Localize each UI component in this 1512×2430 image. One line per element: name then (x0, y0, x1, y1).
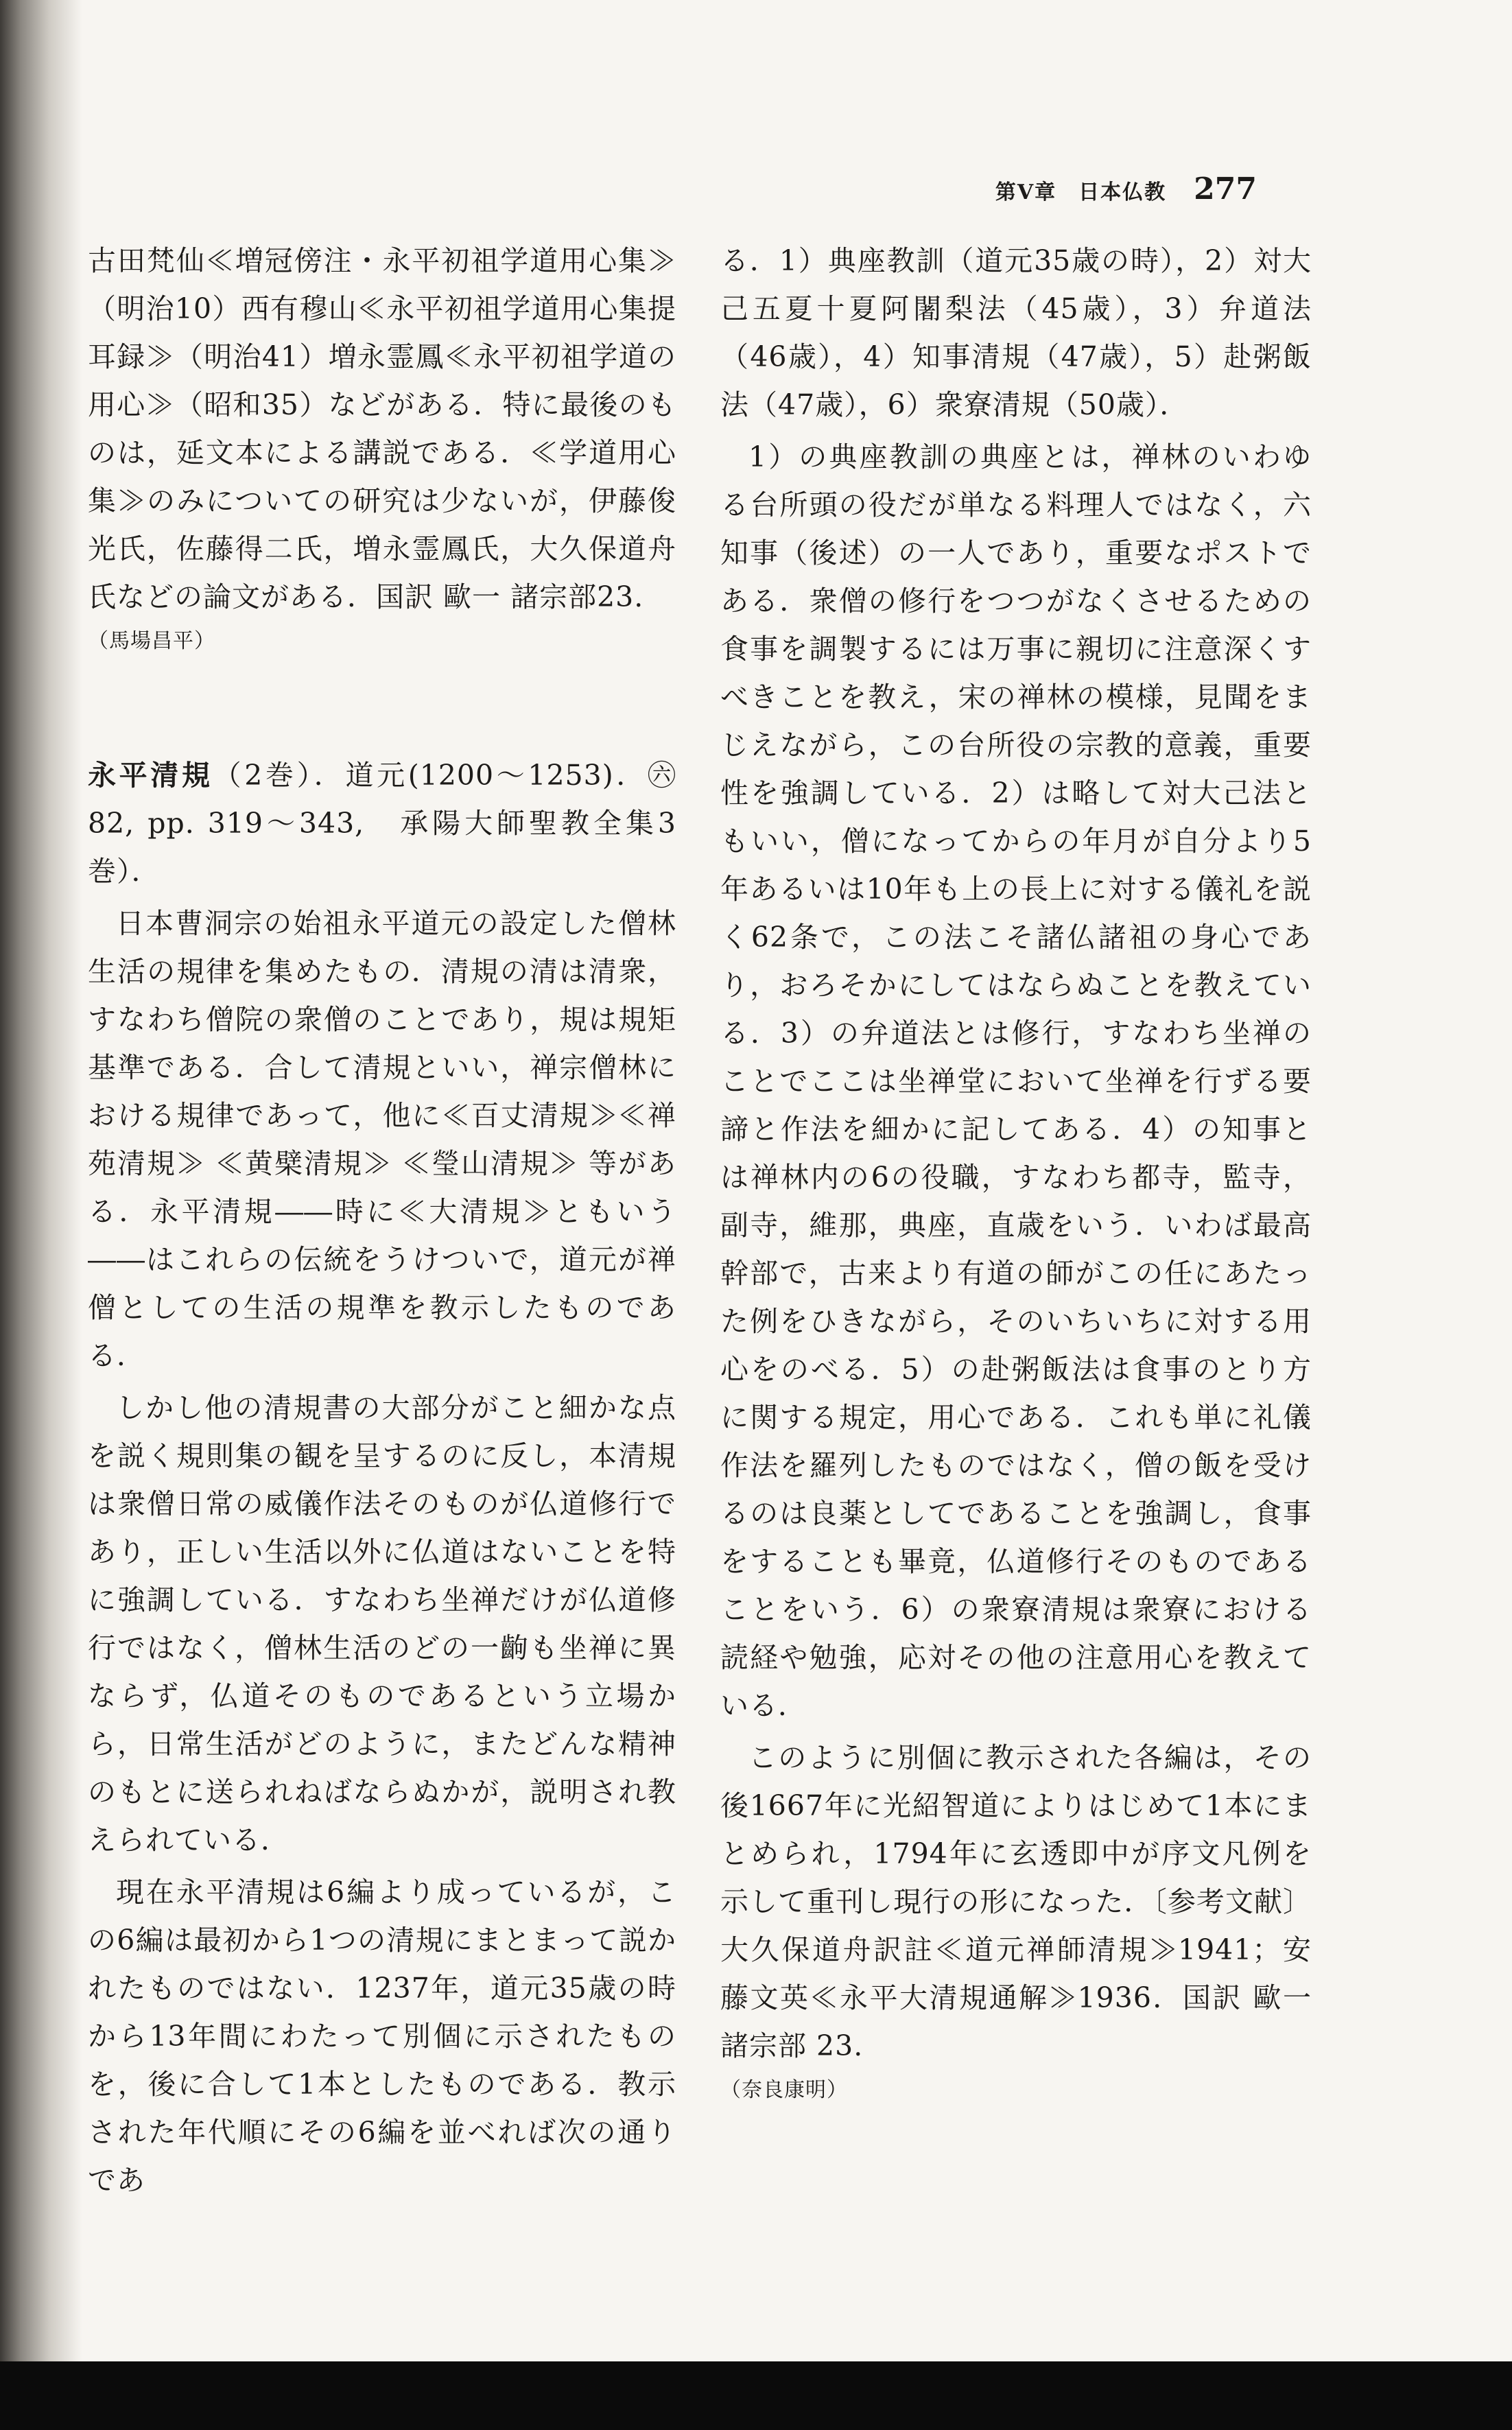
left-column (88, 237, 676, 2204)
paragraph: しかし他の清規書の大部分がこと細かな点を説く規則集の観を呈するのに反し，本清規は衆僧日常の威儀作法そのものが仏道修行であり，正しい生活以外に仏道はないことを特に強調している．すなわち坐禅だけが仏道修行ではなく，僧林生活のどの一齣も坐禅に異ならず，仏道そのものであるという立場から，日常生活がどのように，またどんな精神のもとに送られねばならぬかが，説明され教えられている． (88, 1391, 676, 1856)
chapter-title: 第V章 日本仏教 (995, 180, 1167, 204)
author-signature: （馬場昌平） (88, 629, 215, 653)
scan-bottom-edge (0, 2361, 1512, 2430)
paragraph: このように別個に教示された各編は，その後1667年に光紹智道によりはじめて1本にまとめられ，1794年に玄透即中が序文凡例を示して重刊し現行の形になった．〔参考文献〕大久保道舟訳註≪道元禅師清規≫1941；安藤文英≪永平大清規通解≫1936．国訳 歐一 諸宗部 23. (720, 1741, 1312, 2062)
paragraph: 現在永平清規は6編より成っているが，この6編は最初から1つの清規にまとまって説かれたものではない．1237年，道元35歳の時から13年間にわたって別個に示されたものを，後に合して1本としたものである．教示された年代順にその6編を並べれば次の通りであ (88, 1876, 676, 2197)
author-signature: （奈良康明） (720, 2078, 848, 2102)
paragraph: 1）の典座教訓の典座とは，禅林のいわゆる台所頭の役だが単なる料理人ではなく，六知事（後述）の一人であり，重要なポストである．衆僧の修行をつつがなくさせるための食事を調製するには万事に親切に注意深くすべきことを教え，宋の禅林の模様，見聞をまじえながら，この台所役の宗教的意義，重要性を強調している．2）は略して対大己法ともいい，僧になってからの年月が自分より5年あるいは10年も上の長上に対する儀礼を説く62条で，この法こそ諸仏諸祖の身心であり，おろそかにしてはならぬことを教えている．3）の弁道法とは修行，すなわち坐禅のことでここは坐禅堂において坐禅を行ずる要諦と作法を細かに記してある．4）の知事とは禅林内の6の役職，すなわち都寺，監寺，副寺，維那，典座，直歳をいう．いわば最高幹部で，古来より有道の師がこの任にあたった例をひきながら，そのいちいちに対する用心をのべる．5）の赴粥飯法は食事のとり方に関する規定，用心である．これも単に礼儀作法を羅列したものではなく，僧の飯を受けるのは良薬としてであることを強調し，食事をすることも畢竟，仏道修行そのものであることをいう．6）の衆寮清規は衆寮における読経や勉強，応対その他の注意用心を教えている． (720, 440, 1312, 1722)
paragraph: 古田梵仙≪増冠傍注・永平初祖学道用心集≫（明治10）西有穆山≪永平初祖学道用心集提耳録≫（明治41）増永霊鳳≪永平初祖学道の用心≫（昭和35）などがある．特に最後のものは，延文本による講説である．≪学道用心集≫のみについての研究は少ないが，伊藤俊光氏，佐藤得二氏，増永霊鳳氏，大久保道舟氏などの論文がある．国訳 歐一 諸宗部23. (88, 244, 676, 613)
entry-meta: （2巻）．道元(1200～1253)．㊅ 82, pp. 319～343, 承陽大師聖教全集3巻）． (88, 759, 677, 888)
page-header (995, 172, 1257, 207)
entry-heading (88, 751, 676, 895)
paragraph: る．1）典座教訓（道元35歳の時），2）対大己五夏十夏阿闍梨法（45歳），3）弁道法（46歳），4）知事清規（47歳），5）赴粥飯法（47歳），6）衆寮清規（50歳）． (720, 244, 1312, 421)
entry-title: 永平清規 (88, 759, 213, 792)
right-column (720, 237, 1312, 2111)
page-number: 277 (1194, 172, 1257, 207)
scan-edge-shadow (0, 0, 82, 2430)
paragraph: 日本曹洞宗の始祖永平道元の設定した僧林生活の規律を集めたもの．清規の清は清衆，すなわち僧院の衆僧のことであり，規は規矩基準である．合して清規といい，禅宗僧林における規律であって，他に≪百丈清規≫≪禅苑清規≫ ≪黄檗清規≫ ≪瑩山清規≫ 等がある．永平清規――時に≪大清規≫ともいう――はこれらの伝統をうけついで，道元が禅僧としての生活の規準を教示したものである． (88, 907, 676, 1372)
